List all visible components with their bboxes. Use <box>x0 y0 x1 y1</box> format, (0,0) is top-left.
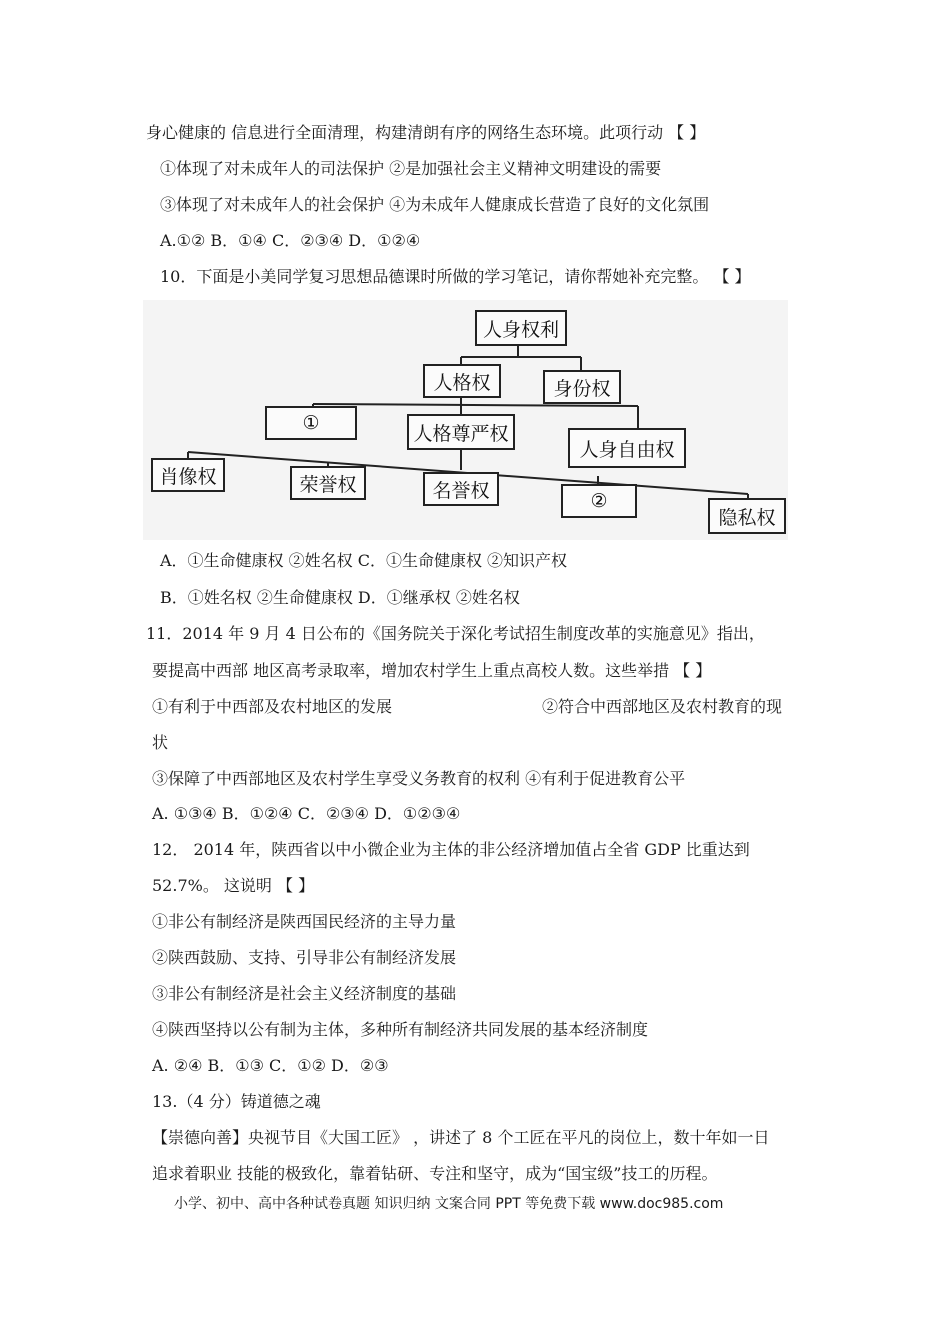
text-line: ①体现了对未成年人的司法保护 ②是加强社会主义精神文明建设的需要 <box>160 159 662 178</box>
text-line: ①有利于中西部及农村地区的发展 <box>152 697 393 716</box>
node-portrait-rights: 肖像权 <box>151 458 225 492</box>
answer-options: A．①生命健康权 ②姓名权 C．①生命健康权 ②知识产权 <box>160 551 568 570</box>
answer-options: A. ①③④ B．①②④ C．②③④ D．①②③④ <box>152 804 461 823</box>
text-line: 身心健康的 信息进行全面清理，构建清朗有序的网络生态环境。此项行动 【 】 <box>146 123 706 142</box>
text-line: ②陕西鼓励、支持、引导非公有制经济发展 <box>152 948 457 967</box>
footer: 小学、初中、高中各种试卷真题 知识归纳 文案合同 PPT 等免费下载 www.doc985.com <box>174 1196 724 1212</box>
node-dignity-rights: 人格尊严权 <box>407 414 515 450</box>
question-10: 10．下面是小美同学复习思想品德课时所做的学习笔记，请你帮她补充完整。 【 】 <box>160 267 751 286</box>
text-line: 52.7%。 这说明 【 】 <box>152 876 315 895</box>
answer-options: B．①姓名权 ②生命健康权 D．①继承权 ②姓名权 <box>160 588 520 607</box>
text-line: 状 <box>152 733 169 752</box>
node-honor-rights: 荣誉权 <box>290 466 366 500</box>
question-12: 12． 2014 年，陕西省以中小微企业为主体的非公经济增加值占全省 GDP 比重达到 <box>152 840 750 859</box>
node-blank-1: ① <box>265 406 357 440</box>
text-line: ③保障了中西部地区及农村学生享受义务教育的权利 ④有利于促进教育公平 <box>152 769 686 788</box>
answer-options: A.①② B．①④ C．②③④ D．①②④ <box>160 231 421 250</box>
node-blank-2: ② <box>561 484 637 518</box>
text-line: ③非公有制经济是社会主义经济制度的基础 <box>152 984 457 1003</box>
node-identity-rights: 身份权 <box>543 370 621 404</box>
text-line: ①非公有制经济是陕西国民经济的主导力量 <box>152 912 457 931</box>
rights-diagram <box>143 300 788 540</box>
node-personal-rights: 人身权利 <box>475 310 567 346</box>
text-line: 追求着职业 技能的极致化，靠着钻研、专注和坚守，成为“国宝级”技工的历程。 <box>152 1164 718 1183</box>
text-line: 【崇德向善】央视节目《大国工匠》 ，讲述了 8 个工匠在平凡的岗位上，数十年如一日 <box>152 1128 770 1147</box>
node-reputation-rights: 名誉权 <box>423 472 499 506</box>
node-freedom-rights: 人身自由权 <box>568 428 686 468</box>
text-line: ③体现了对未成年人的社会保护 ④为未成年人健康成长营造了良好的文化氛围 <box>160 195 710 214</box>
question-11: 11．2014 年 9 月 4 日公布的《国务院关于深化考试招生制度改革的实施意见》指出， <box>146 624 765 643</box>
text-line: ④陕西坚持以公有制为主体，多种所有制经济共同发展的基本经济制度 <box>152 1020 649 1039</box>
answer-options: A. ②④ B．①③ C．①② D．②③ <box>152 1056 389 1075</box>
text-line: 要提高中西部 地区高考录取率，增加农村学生上重点高校人数。这些举措 【 】 <box>152 661 712 680</box>
node-personality-rights: 人格权 <box>423 364 501 398</box>
text-line: ②符合中西部地区及农村教育的现 <box>542 697 783 716</box>
question-13: 13.（4 分）铸道德之魂 <box>152 1092 321 1111</box>
node-privacy-rights: 隐私权 <box>708 498 786 534</box>
